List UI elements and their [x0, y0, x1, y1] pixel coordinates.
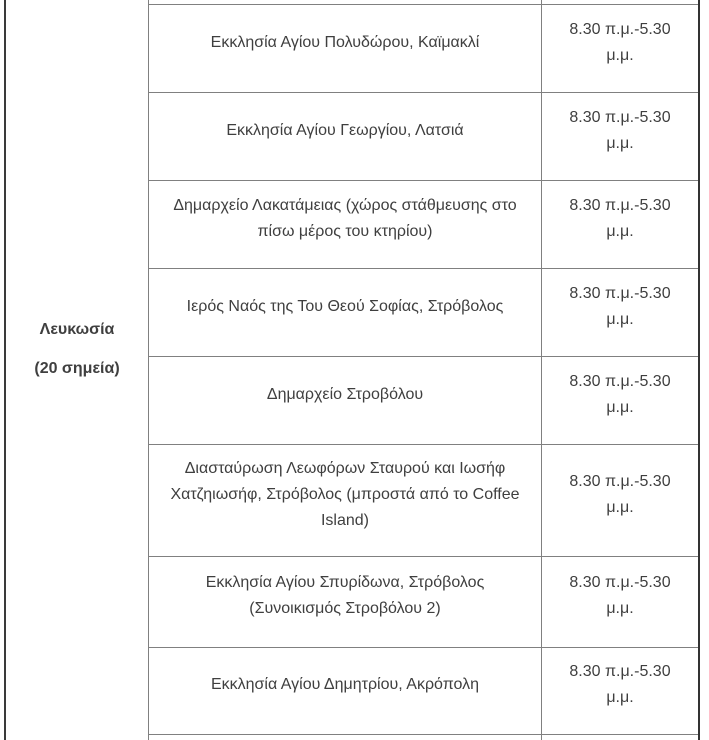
table-row: [148, 180, 698, 268]
location-cell: [148, 445, 542, 556]
time-text: 8.30 π.μ.-5.30 μ.μ.: [569, 472, 671, 516]
time-text: 8.30 π.μ.-5.30 μ.μ.: [569, 196, 671, 240]
time-text: 8.30 π.μ.-5.30 μ.μ.: [569, 284, 671, 328]
time-text: 8.30 π.μ.-5.30 μ.μ.: [569, 372, 671, 416]
location-text: Εκκλησία Αγίου Δημητρίου, Ακρόπολη: [210, 676, 480, 693]
location-cell: [148, 5, 542, 92]
region-point-count: (20 σημεία): [34, 360, 120, 377]
table-row: [148, 647, 698, 734]
time-cell: [542, 269, 698, 356]
partial-row-bottom: [148, 734, 698, 740]
time-cell: [542, 181, 698, 268]
location-cell: [148, 269, 542, 356]
location-cell: [148, 181, 542, 268]
time-text: 8.30 π.μ.-5.30 μ.μ.: [569, 574, 671, 617]
region-cell: [7, 317, 147, 382]
table-row: [148, 268, 698, 356]
time-cell: [542, 648, 698, 734]
location-cell: [148, 357, 542, 444]
time-cell: [542, 93, 698, 180]
location-cell: [148, 557, 542, 647]
table-row: [148, 556, 698, 647]
location-text: Ιερός Ναός της Του Θεού Σοφίας, Στρόβολος: [186, 297, 504, 315]
time-text: 8.30 π.μ.-5.30 μ.μ.: [569, 663, 671, 706]
time-text: 8.30 π.μ.-5.30 μ.μ.: [569, 108, 671, 152]
table-outer-border-left: [4, 0, 6, 740]
location-text: Διασταύρωση Λεωφόρων Σταυρού και Ιωσήφ Χατζηιωσήφ, Στρόβολος (μπροστά από το Coffee Island): [170, 459, 520, 529]
time-cell: [542, 557, 698, 647]
location-text: Εκκλησία Αγίου Πολυδώρου, Καϊμακλί: [210, 33, 480, 51]
table-row: [148, 4, 698, 92]
time-cell: [542, 357, 698, 444]
location-text: Εκκλησία Αγίου Γεωργίου, Λατσιά: [226, 121, 464, 139]
time-cell: [542, 445, 698, 556]
location-cell: [148, 93, 542, 180]
location-text: Δημαρχείο Λακατάμειας (χώρος στάθμευσης στο πίσω μέρος του κτηρίου): [173, 196, 517, 240]
table-row: [148, 92, 698, 180]
location-text: Δημαρχείο Στροβόλου: [266, 385, 424, 403]
table-outer-border-right: [698, 0, 700, 740]
time-text: 8.30 π.μ.-5.30 μ.μ.: [569, 20, 671, 64]
time-cell: [542, 5, 698, 92]
table-row: [148, 356, 698, 444]
region-name: Λευκωσία: [39, 321, 115, 338]
location-text: Εκκλησία Αγίου Σπυρίδωνα, Στρόβολος (Συνοικισμός Στροβόλου 2): [205, 574, 485, 617]
table-row: [148, 444, 698, 556]
location-cell: [148, 648, 542, 734]
